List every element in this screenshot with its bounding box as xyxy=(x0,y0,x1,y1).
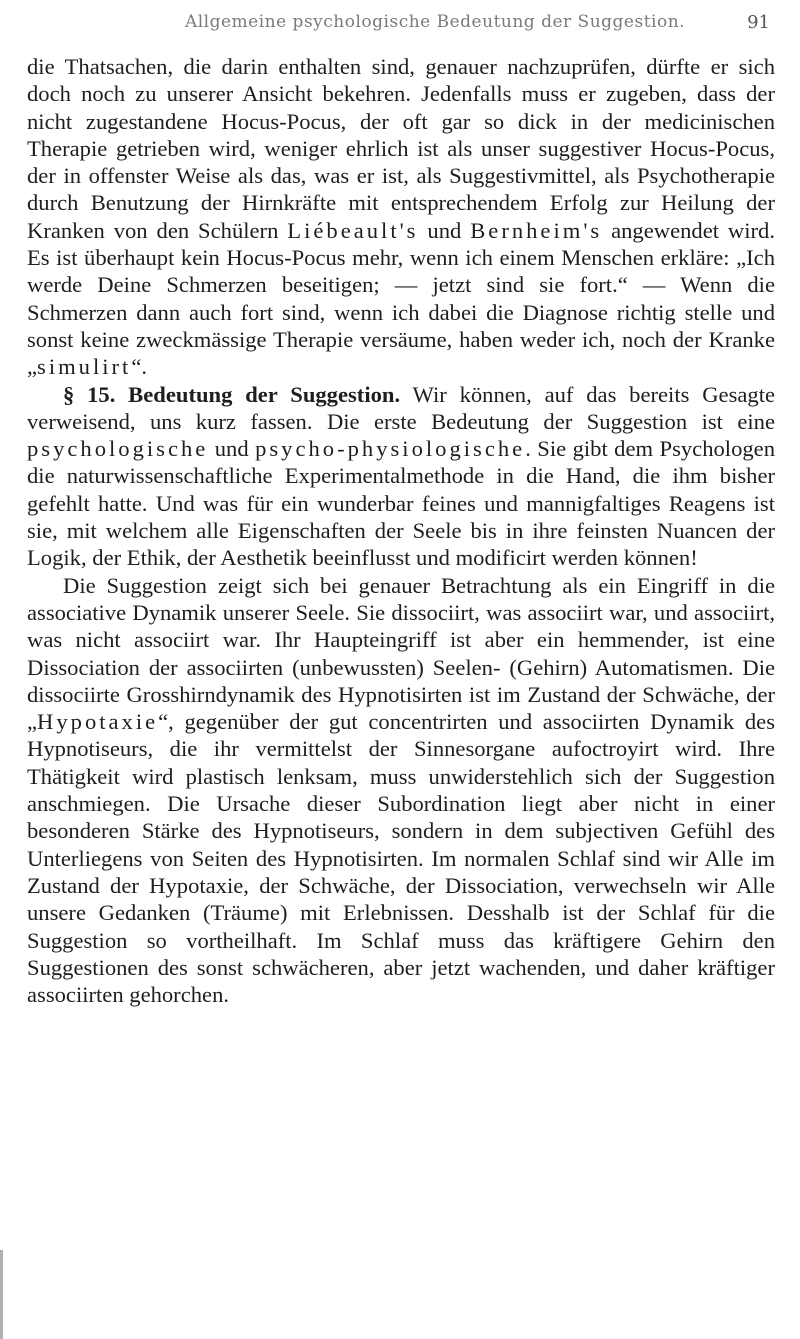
running-head xyxy=(100,12,770,40)
text-run: “, gegenüber der gut concentrirten und associirten Dynamik des Hypnotiseurs, die ihr vermittelst der Sinnesorgane aufoctroyirt wird. Ihre Thätigkeit wird plastisch lenksam, muss unwiderstehlich sich der Suggestion anschmiegen. Die Ursache dieser Subordination liegt aber nicht in einer besonderen Stärke des Hypnotiseurs, sondern in dem subjectiven Gefühl des Unterliegens von Seiten des Hypnotisirten. Im normalen Schlaf sind wir Alle im Zustand der Hypotaxie, der Schwäche, der Dissociation, verwechseln wir Alle unsere Gedanken (Träume) mit Erlebnissen. Desshalb ist der Schlaf für die Suggestion so vortheilhaft. Im Schlaf muss das kräftigere Gehirn den Suggestionen des sonst schwächeren, aber jetzt wachenden, und daher kräftiger associirten gehorchen. xyxy=(27,709,775,1008)
page-number: 91 xyxy=(747,12,770,33)
text-run: die Thatsachen, die darin enthalten sind, genauer nachzuprüfen, dürfte er sich doch noch zu unserer Ansicht bekehren. Jedenfalls muss er zugeben, dass der nicht zugestandene Hocus-Pocus, der oft gar so dick in der medicinischen Therapie getrieben wird, weniger ehrlich ist als unser suggestiver Hocus-Pocus, der in offenster Weise als das, was er ist, als Suggestivmittel, als Psychotherapie durch Benutzung der Hirnkräfte mit entsprechendem Erfolg zur Heilung der Kranken von den Schülern xyxy=(27,54,775,243)
paragraph-section-15 xyxy=(27,381,775,572)
running-title: Allgemeine psychologische Bedeutung der Suggestion. xyxy=(184,12,686,32)
emphasized-spaced-text: psycho-physiologische xyxy=(255,436,526,462)
text-run: Wir können, auf das bereits Gesagte verweisend, uns kurz fassen. Die erste Bedeutung der Suggestion ist eine xyxy=(27,381,775,434)
body-text xyxy=(27,53,775,1008)
text-run: angewendet wird. Es ist überhaupt kein Hocus-Pocus mehr, wenn ich einem Menschen erkläre: „Ich werde Deine Schmerzen beseitigen; — jetzt sind sie fort.“ — Wenn die Schmerzen dann auch fort sind, wenn ich dabei die Diagnose richtig stelle und sonst keine zweckmässige Therapie versäume, haben weder ich, noch der Kranke „ xyxy=(27,217,775,380)
emphasized-spaced-text: simulirt xyxy=(37,354,132,380)
emphasized-spaced-text: psychologische xyxy=(27,436,209,462)
emphasized-spaced-text: Bernheim's xyxy=(470,217,603,243)
text-run: . Sie gibt dem Psychologen die naturwissenschaftliche Experimentalmethode in die Hand, die ihm bisher gefehlt hatte. Und was für ein wunderbar feines und mannigfaltiges Reagens ist sie, mit welchem alle Eigenschaften der Seele bis in ihre feinsten Nuancen der Logik, der Ethik, der Aesthetik beeinflusst und modificirt werden können! xyxy=(27,436,775,571)
text-run: und xyxy=(208,436,256,462)
section-heading: § 15. Bedeutung der Suggestion. xyxy=(63,381,401,407)
text-run: “. xyxy=(131,354,148,380)
page-edge-mark xyxy=(0,1250,3,1339)
paragraph xyxy=(27,572,775,1009)
paragraph xyxy=(27,53,775,381)
text-run: Die Suggestion zeigt sich bei genauer Betrachtung als ein Eingriff in die associative Dynamik unserer Seele. Sie dissociirt, was associirt war, und associirt, was nicht associirt war. Ihr Haupteingriff ist aber ein hemmender, ist eine Dissociation der associirten (unbewussten) Seelen- (Gehirn) Automatismen. Die dissociirte Grosshirndynamik des Hypnotisirten ist im Zustand der Schwäche, der „ xyxy=(27,572,775,735)
emphasized-spaced-text: Liébeault's xyxy=(287,217,419,243)
text-run: und xyxy=(418,217,471,243)
emphasized-spaced-text: Hypotaxie xyxy=(37,709,159,735)
